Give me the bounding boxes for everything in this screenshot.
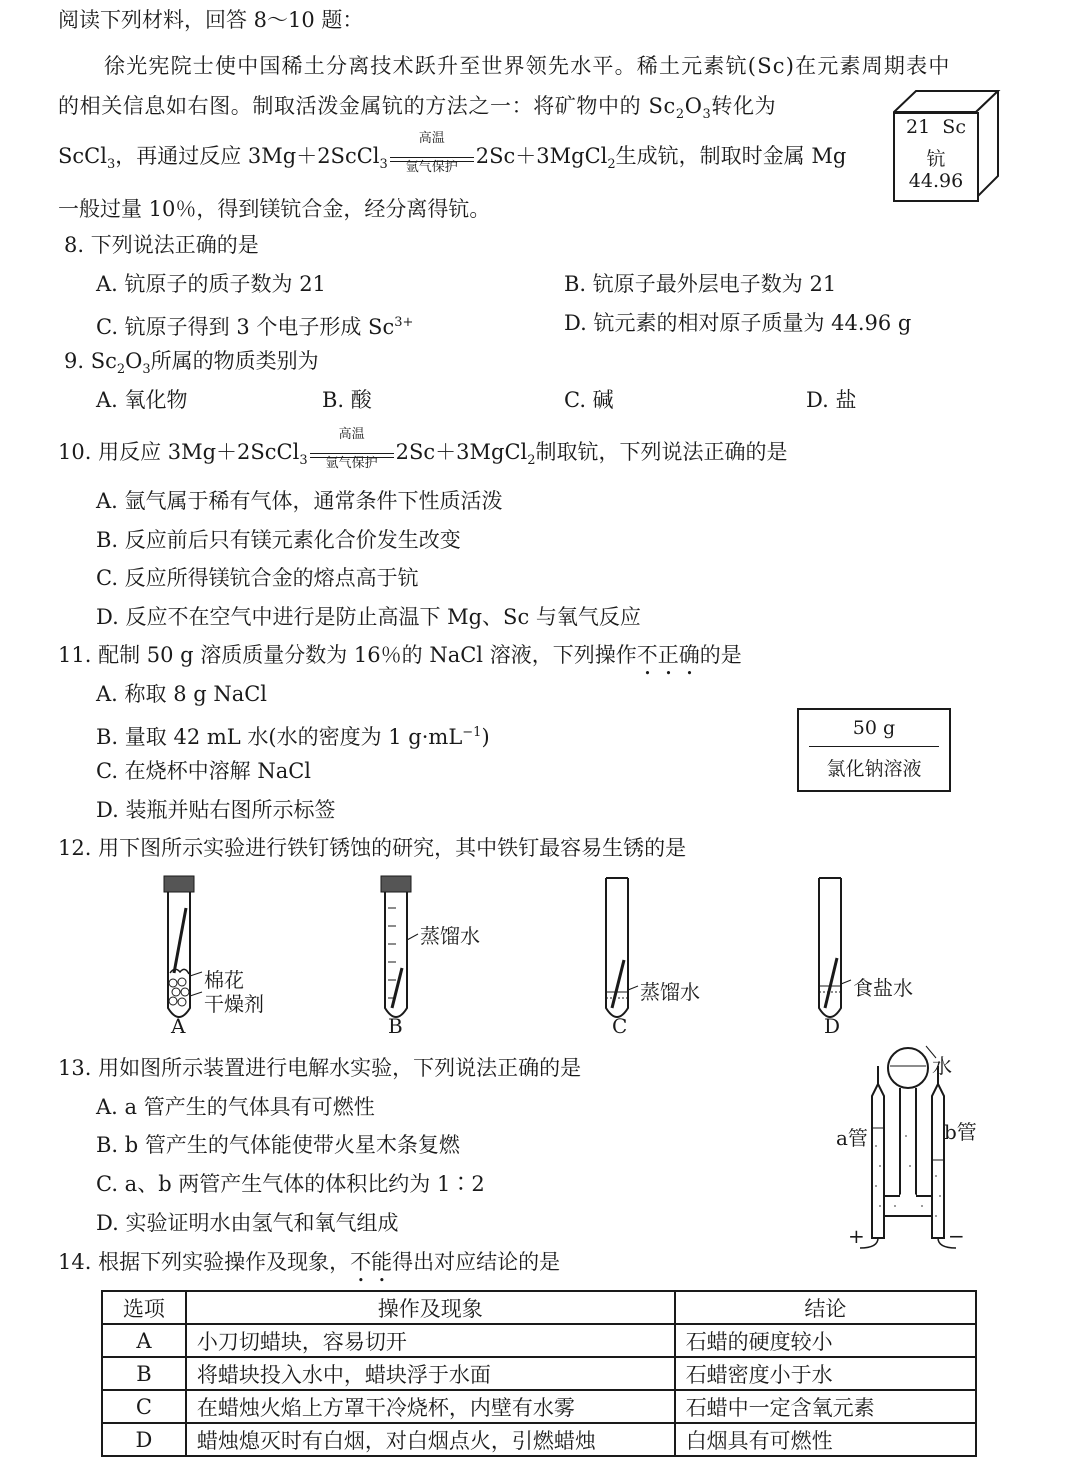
tube-c-label: 蒸馏水: [640, 980, 700, 1004]
q10-stem: 10. 用反应 3Mg＋2ScCl$_3$ 高温 氩气保护 2Sc＋3MgCl$_2$制取钪，下列说法正确的是: [58, 426, 788, 471]
q8-option-a: A. 钪原子的质子数为 21: [96, 272, 326, 296]
nail-b-icon: [392, 968, 402, 1008]
q9-stem: 9. $Sc_2O_3$所属的物质类别为: [64, 349, 319, 378]
q10-option-c: C. 反应所得镁钪合金的熔点高于钪: [96, 566, 419, 590]
intro-heading: 阅读下列材料，回答 8～10 题：: [58, 8, 364, 32]
q8-option-b: B. 钪原子最外层电子数为 21: [564, 272, 837, 296]
table-cell-operation: 在蜡烛火焰上方罩干冷烧杯，内壁有水雾: [186, 1390, 675, 1423]
q11-emphasis: 不正确: [636, 643, 700, 667]
q14-stem: 14. 根据下列实验操作及现象，不能得出对应结论的是: [58, 1250, 561, 1274]
tube-c-letter: C: [612, 1014, 628, 1038]
tube-d-label: 食盐水: [853, 976, 913, 1000]
table-cell-option: D: [102, 1423, 186, 1456]
tube-b-label: 蒸馏水: [420, 924, 480, 948]
nail-a-icon: [174, 908, 186, 973]
q9-option-b: B. 酸: [322, 388, 372, 412]
tube-c: [606, 878, 638, 1017]
cube-front: [893, 112, 979, 202]
q12-stem: 12. 用下图所示实验进行铁钉锈蚀的研究，其中铁钉最容易生锈的是: [58, 836, 687, 860]
q11-option-a: A. 称取 8 g NaCl: [96, 682, 268, 706]
q9-option-a: A. 氧化物: [96, 388, 188, 412]
table-cell-operation: 将蜡块投入水中，蜡块浮于水面: [186, 1357, 675, 1390]
element-number-symbol: 21 Sc: [906, 116, 966, 138]
q8-option-c: C. 钪原子得到 3 个电子形成 $Sc^{3+}$: [96, 315, 414, 339]
q9-option-d: D. 盐: [806, 388, 857, 412]
tube-d-letter: D: [824, 1014, 841, 1038]
label-a-tube: a管: [836, 1126, 868, 1150]
table-cell-conclusion: 石蜡密度小于水: [675, 1357, 976, 1390]
intro-line-2: 的相关信息如右图。制取活泼金属钪的方法之一：将矿物中的 $Sc_2O_3$转化为: [58, 94, 777, 123]
table-header: 结论: [675, 1291, 976, 1324]
q11-option-d: D. 装瓶并贴右图所示标签: [96, 798, 336, 822]
tube-a: [164, 876, 202, 1017]
conclusion-table: [101, 1290, 977, 1457]
q14-emphasis: 不能: [350, 1250, 393, 1274]
q13-stem: 13. 用如图所示装置进行电解水实验，下列说法正确的是: [58, 1056, 582, 1080]
label-mass: 50 g: [852, 717, 896, 739]
element-name: 钪: [926, 148, 946, 170]
q10-option-a: A. 氩气属于稀有气体，通常条件下性质活泼: [96, 489, 503, 513]
tube-a-label-2: 干燥剂: [204, 992, 264, 1016]
label-plus: +: [848, 1224, 865, 1248]
element-mass: 44.96: [908, 170, 964, 192]
label-minus: −: [948, 1224, 965, 1248]
table-cell-operation: 小刀切蜡块，容易切开: [186, 1324, 675, 1357]
table-cell-option: B: [102, 1357, 186, 1390]
label-water: 水: [932, 1054, 952, 1078]
q10-option-b: B. 反应前后只有镁元素化合价发生改变: [96, 528, 461, 552]
reaction-condition-arrow: 高温 氩气保护: [390, 144, 474, 172]
reaction-condition-arrow-2: 高温 氩气保护: [310, 440, 394, 468]
nail-d-icon: [825, 958, 837, 1008]
label-b-tube: b管: [944, 1120, 977, 1144]
table-header-row: [102, 1291, 976, 1324]
q11-option-c: C. 在烧杯中溶解 NaCl: [96, 759, 312, 783]
q13-option-a: A. a 管产生的气体具有可燃性: [96, 1095, 375, 1119]
table-row: [102, 1423, 976, 1456]
nail-c-icon: [612, 960, 624, 1008]
table-row: [102, 1357, 976, 1390]
tube-a-label-1: 棉花: [204, 968, 244, 992]
solution-label: [797, 708, 951, 792]
table-cell-option: C: [102, 1390, 186, 1423]
intro-line-4: 一般过量 10％，得到镁钪合金，经分离得钪。: [58, 197, 491, 221]
tube-b: [381, 876, 418, 1017]
q13-option-d: D. 实验证明水由氢气和氧气组成: [96, 1211, 399, 1235]
table-cell-conclusion: 石蜡的硬度较小: [675, 1324, 976, 1357]
q11-stem: 11. 配制 50 g 溶质质量分数为 16％的 NaCl 溶液，下列操作不正确的是: [58, 643, 742, 667]
tube-a-letter: A: [171, 1014, 186, 1038]
intro-line-1: 徐光宪院士使中国稀土分离技术跃升至世界领先水平。稀土元素钪(Sc)在元素周期表中: [104, 54, 951, 78]
table-row: [102, 1324, 976, 1357]
table-cell-operation: 蜡烛熄灭时有白烟，对白烟点火，引燃蜡烛: [186, 1423, 675, 1456]
table-cell-conclusion: 石蜡中一定含氧元素: [675, 1390, 976, 1423]
table-cell-option: A: [102, 1324, 186, 1357]
q11-option-b: B. 量取 42 mL 水(水的密度为 1 $g\cdot mL^{-1}$): [96, 725, 490, 749]
q13-option-b: B. b 管产生的气体能使带火星木条复燃: [96, 1133, 460, 1157]
element-card: [893, 90, 1001, 202]
q13-option-c: C. a、b 两管产生气体的体积比约为 1∶2: [96, 1172, 485, 1196]
label-solution-name: 氯化钠溶液: [826, 758, 922, 780]
nail-rust-figure: [140, 868, 1000, 1038]
q10-option-d: D. 反应不在空气中进行是防止高温下 Mg、Sc 与氧气反应: [96, 605, 641, 629]
tube-b-letter: B: [388, 1014, 403, 1038]
intro-line-3: ScCl$_3$，再通过反应 3Mg＋2ScCl$_3$ 高温 氩气保护 2Sc＋3MgCl$_2$生成钪，制取时金属 Mg: [58, 130, 847, 175]
tube-d: [819, 878, 851, 1017]
table-cell-conclusion: 白烟具有可燃性: [675, 1423, 976, 1456]
table-header: 操作及现象: [186, 1291, 675, 1324]
q8-stem: 8. 下列说法正确的是: [64, 233, 259, 257]
q8-option-d: D. 钪元素的相对原子质量为 44.96 g: [564, 311, 912, 335]
q9-option-c: C. 碱: [564, 388, 614, 412]
table-row: [102, 1390, 976, 1423]
table-header: 选项: [102, 1291, 186, 1324]
